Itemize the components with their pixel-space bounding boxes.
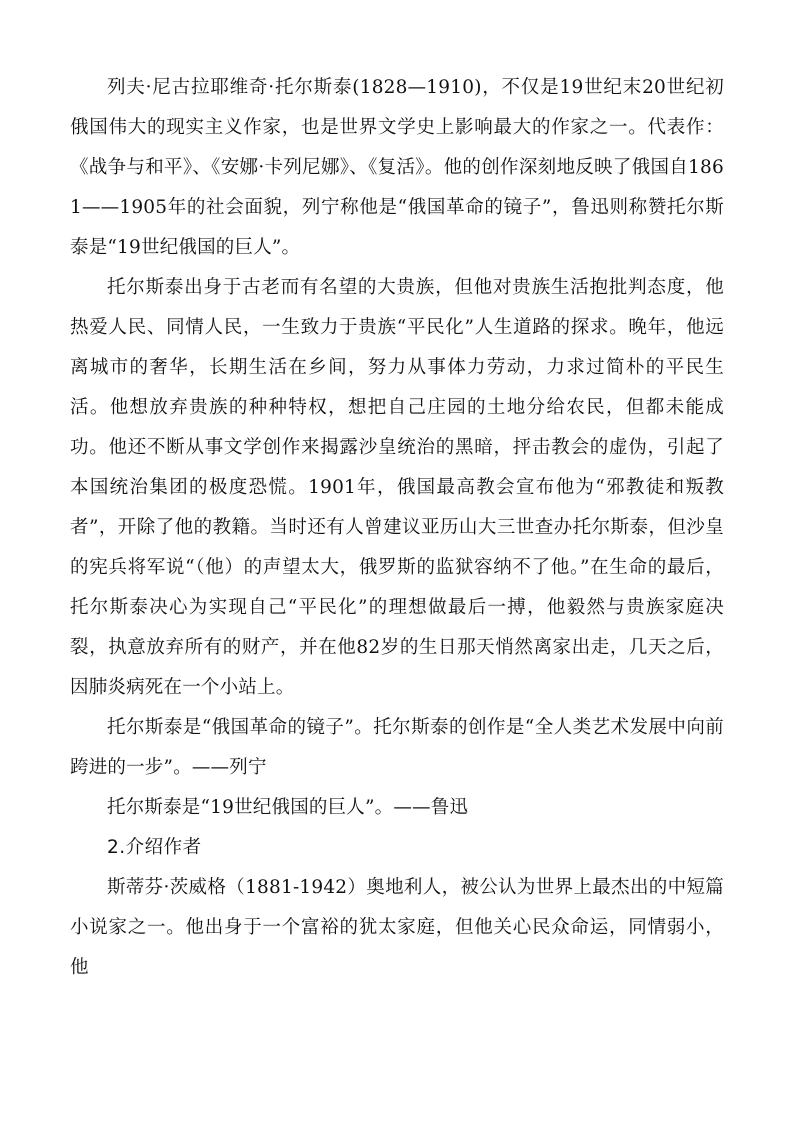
intro-paragraph: 列夫·尼古拉耶维奇·托尔斯泰(1828—1910)，不仅是19世纪末20世纪初俄国伟大的现实主义作家，也是世界文学史上影响最大的作家之一。代表作：《战争与和平》、《安娜·卡列尼娜》、《复活》。他的创作深刻地反映了俄国自1861——1905年的社会面貌，列宁称他是“俄国革命的镜子”，鲁迅则称赞托尔斯泰是“19世纪俄国的巨人”。: [70, 77, 724, 258]
biography-paragraph: 托尔斯泰出身于古老而有名望的大贵族，但他对贵族生活抱批判态度，他热爱人民、同情人民，一生致力于贵族“平民化”人生道路的探求。晚年，他远离城市的奢华，长期生活在乡间，努力从事体力劳动，力求过简朴的平民生活。他想放弃贵族的种种特权，想把自己庄园的土地分给农民，但都未能成功。他还不断从事文学创作来揭露沙皇统治的黑暗，抨击教会的虚伪，引起了本国统治集团的极度恐慌。1901年，俄国最高教会宣布他为“邪教徒和叛教者”，开除了他的教籍。当时还有人曾建议亚历山大三世查办托尔斯泰，但沙皇的宪兵将军说“（他）的声望太大，俄罗斯的监狱容纳不了他。”在生命的最后，托尔斯泰决心为实现自己“平民化”的理想做最后一搏，他毅然与贵族家庭决裂，执意放弃所有的财产，并在他82岁的生日那天悄然离家出走，几天之后，因肺炎病死在一个小站上。: [70, 277, 724, 698]
document-page: [70, 68, 724, 988]
section-heading: 2.介绍作者: [107, 837, 202, 858]
luxun-quote-paragraph: 托尔斯泰是“19世纪俄国的巨人”。——鲁迅: [107, 797, 469, 818]
zweig-paragraph: 斯蒂芬·茨威格（1881-1942）奥地利人，被公认为世界上最杰出的中短篇小说家之一。他出身于一个富裕的犹太家庭，但他关心民众命运，同情弱小，他: [70, 877, 724, 978]
lenin-quote-paragraph: 托尔斯泰是“俄国革命的镜子”。托尔斯泰的创作是“全人类艺术发展中向前跨进的一步”。——列宁: [70, 717, 724, 778]
